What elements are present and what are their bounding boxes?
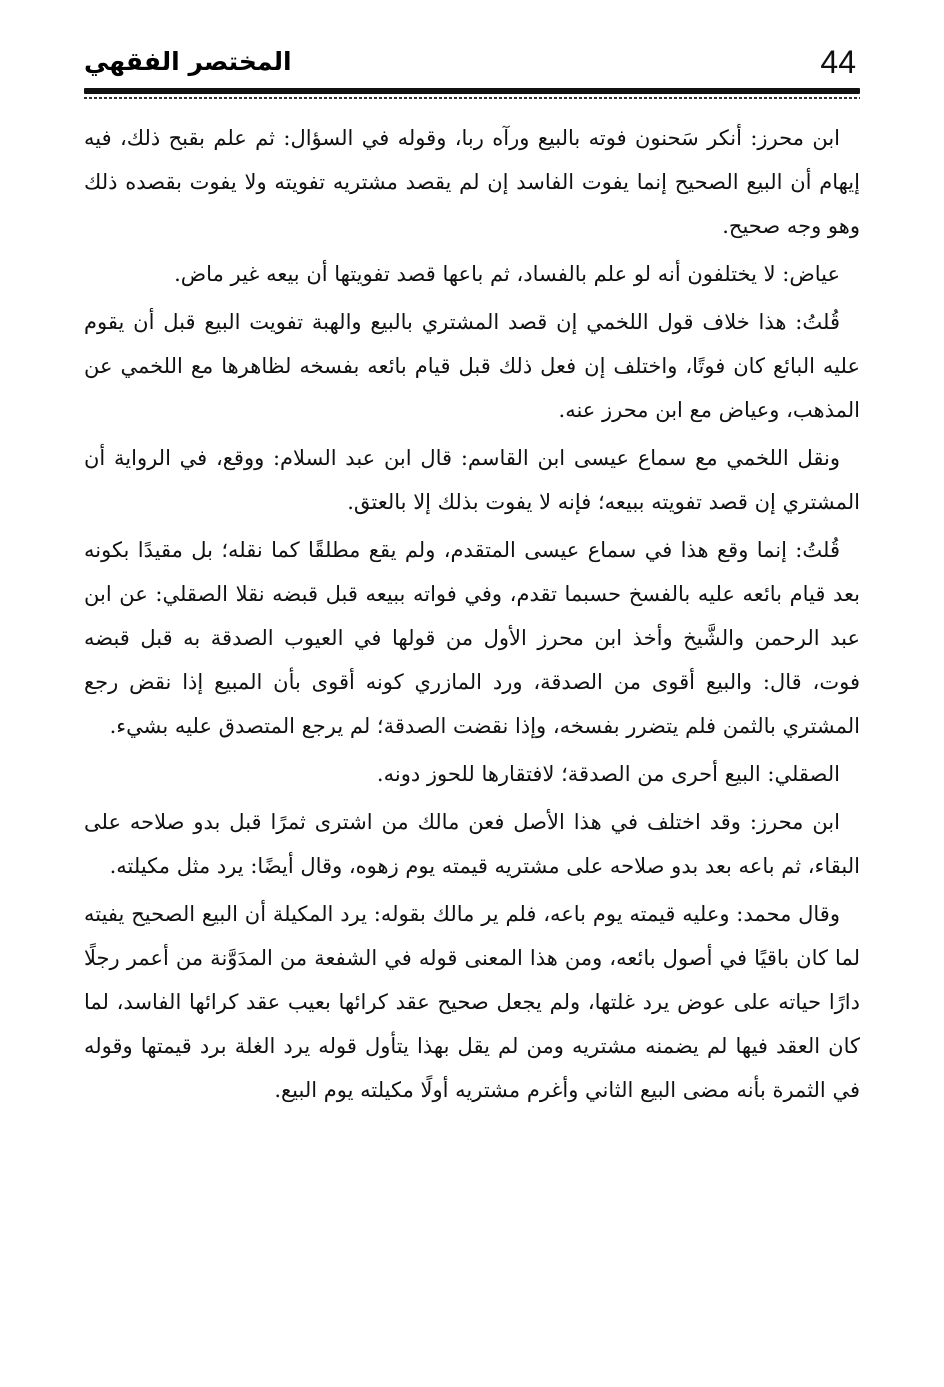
paragraph: ابن محرز: وقد اختلف في هذا الأصل فعن مالك من اشترى ثمرًا قبل بدو صلاحه على البقاء، ثم باعه بعد بدو صلاحه على مشتريه قيمته يوم زهوه، وقال أيضًا: يرد مثل مكيلته.: [84, 810, 860, 878]
paragraph: عياض: لا يختلفون أنه لو علم بالفساد، ثم باعها قصد تفويتها أن بيعه غير ماض.: [174, 262, 840, 286]
paragraph: قُلتُ: هذا خلاف قول اللخمي إن قصد المشتري بالبيع والهبة تفويت البيع قبل أن يقوم عليه البائع كان فوتًا، واختلف إن فعل ذلك قبل قيام بائعه بفسخه لظاهرها مع اللخمي عن المذهب، وعياض مع ابن محرز عنه.: [84, 310, 860, 422]
paragraph: الصقلي: البيع أحرى من الصدقة؛ لافتقارها للحوز دونه.: [376, 762, 840, 786]
page-header: [84, 38, 860, 94]
paragraph: قُلتُ: إنما وقع هذا في سماع عيسى المتقدم، ولم يقع مطلقًا كما نقله؛ بل مقيدًا بكونه بعد قيام بائعه عليه بالفسخ حسبما تقدم، وفي فواته ببيعه قبل قبضه نقلا الصقلي: عن ابن عبد الرحمن والشَّيخ وأخذ ابن محرز الأول من قولها في العيوب الصدقة به قبل قبضه فوت، قال: والبيع أقوى من الصدقة، ورد المازري كونه أقوى بأن المبيع إذا نقض رجع المشتري بالثمن فلم يتضرر بفسخه، وإذا نقضت الصدقة؛ لم يرجع المتصدق عليه بشيء.: [84, 538, 860, 738]
body-text: [84, 116, 860, 1116]
page-number: 44: [820, 44, 856, 80]
paragraph: وقال محمد: وعليه قيمته يوم باعه، فلم ير مالك بقوله: يرد المكيلة أن البيع الصحيح يفيته لما كان باقيًا في أصول بائعه، ومن هذا المعنى قوله في الشفعة من المدَوَّنة من أعمر رجلًا دارًا حياته على عوض يرد غلتها، ولم يجعل صحيح عقد كرائها بعيب عقد كرائها الفاسد، لما كان العقد فيها لم يضمنه مشتريه ومن لم يقل بهذا يتأول قوله يرد الغلة برد قيمتها وقوله في الثمرة بأنه مضى البيع الثاني وأغرم مشتريه أولًا مكيلته يوم البيع.: [84, 902, 860, 1102]
paragraph: ونقل اللخمي مع سماع عيسى ابن القاسم: قال ابن عبد السلام: ووقع، في الرواية أن المشتري إن قصد تفويته ببيعه؛ فإنه لا يفوت بذلك إلا بالعتق.: [84, 446, 860, 514]
header-rule: [84, 88, 860, 94]
running-title: المختصر الفقهي: [84, 47, 292, 76]
paragraph: ابن محرز: أنكر سَحنون فوته بالبيع ورآه ربا، وقوله في السؤال: ثم علم بقبح ذلك، فيه إيهام أن البيع الصحيح إنما يفوت الفاسد إن لم يقصد مشتريه تفويته ولا يفوت بقصده ذلك وهو وجه صحيح.: [84, 126, 860, 238]
header-rule-dotted: [84, 97, 860, 99]
